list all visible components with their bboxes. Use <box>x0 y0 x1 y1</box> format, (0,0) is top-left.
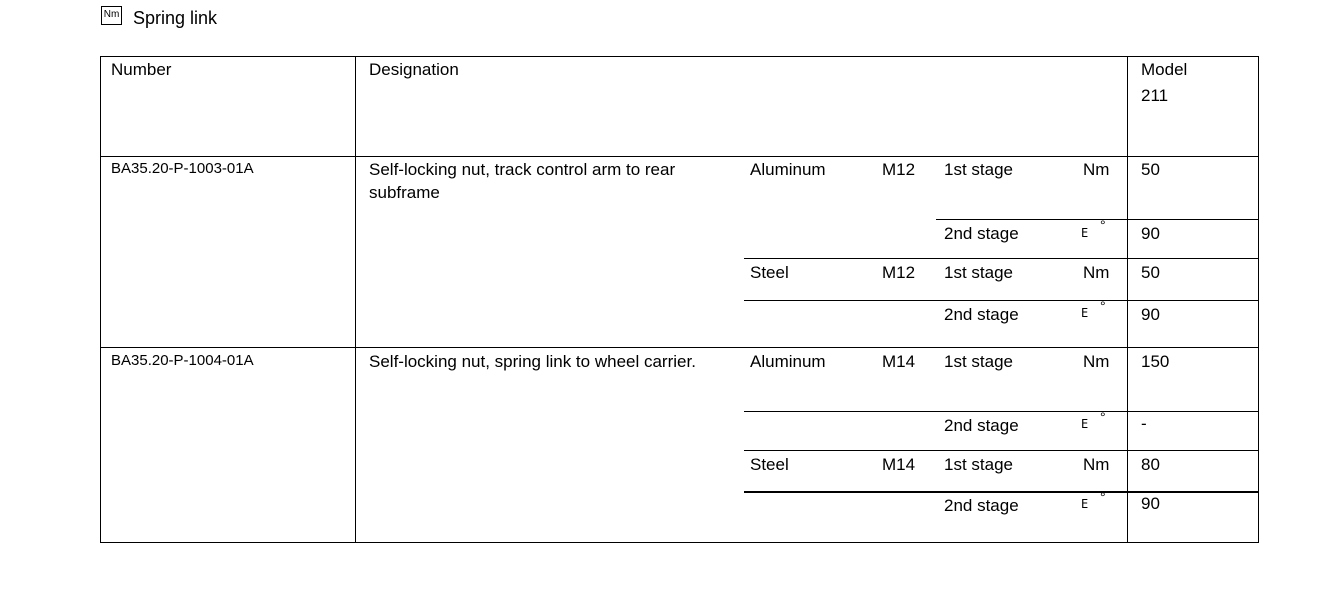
row-divider <box>744 300 1259 301</box>
column-header-number: Number <box>111 60 172 79</box>
table-border-top <box>100 56 1259 57</box>
column-header-model: Model <box>1141 60 1188 79</box>
torque-value: 150 <box>1141 352 1170 371</box>
thread-size: M14 <box>882 352 916 371</box>
torque-nm-icon: Nm <box>101 6 122 25</box>
torque-unit: Nm <box>1083 160 1110 179</box>
material: Aluminum <box>750 160 826 179</box>
torque-value: 90 <box>1141 494 1160 513</box>
row-divider <box>936 219 1259 220</box>
degree-symbol: ° <box>1100 409 1106 425</box>
tightening-stage: 2nd stage <box>944 416 1019 435</box>
thread-size: M14 <box>882 455 916 474</box>
tightening-stage: 2nd stage <box>944 305 1019 324</box>
row-divider <box>744 258 1259 259</box>
angle-unit: E <box>1081 497 1089 511</box>
torque-value: 80 <box>1141 455 1160 474</box>
material: Steel <box>750 263 789 282</box>
header-divider <box>100 156 1259 157</box>
angle-unit: E <box>1081 306 1089 320</box>
torque-unit: Nm <box>1083 352 1110 371</box>
tightening-stage: 1st stage <box>944 263 1013 282</box>
torque-value: 90 <box>1141 305 1160 324</box>
torque-value: 90 <box>1141 224 1160 243</box>
table-border-left <box>100 56 101 543</box>
tightening-stage: 1st stage <box>944 160 1013 179</box>
column-header-designation: Designation <box>369 60 459 79</box>
group-divider <box>100 347 1259 348</box>
angle-unit: E <box>1081 226 1089 240</box>
torque-value: - <box>1141 414 1147 433</box>
part-number: BA35.20-P-1003-01A <box>111 160 254 177</box>
material: Aluminum <box>750 352 826 371</box>
material: Steel <box>750 455 789 474</box>
part-designation: Self-locking nut, track control arm to rear subframe <box>369 160 676 202</box>
column-divider <box>355 56 356 543</box>
column-header-model-number: 211 <box>1141 86 1169 105</box>
thread-size: M12 <box>882 160 916 179</box>
tightening-stage: 2nd stage <box>944 496 1019 515</box>
section-heading <box>101 6 217 30</box>
degree-symbol: ° <box>1100 217 1106 233</box>
degree-symbol: ° <box>1100 298 1106 314</box>
part-designation: Self-locking nut, spring link to wheel carrier. <box>369 352 696 371</box>
tightening-stage: 2nd stage <box>944 224 1019 243</box>
torque-unit: Nm <box>1083 263 1110 282</box>
row-divider <box>744 450 1259 451</box>
thread-size: M12 <box>882 263 916 282</box>
table-border-bottom <box>100 542 1259 543</box>
torque-value: 50 <box>1141 263 1160 282</box>
torque-unit: Nm <box>1083 455 1110 474</box>
tightening-stage: 1st stage <box>944 455 1013 474</box>
part-number: BA35.20-P-1004-01A <box>111 352 254 369</box>
row-divider <box>744 411 1259 412</box>
row-divider <box>744 491 1259 493</box>
angle-unit: E <box>1081 417 1089 431</box>
page-title: Spring link <box>133 7 218 28</box>
torque-value: 50 <box>1141 160 1160 179</box>
tightening-stage: 1st stage <box>944 352 1013 371</box>
degree-symbol: ° <box>1100 489 1106 505</box>
